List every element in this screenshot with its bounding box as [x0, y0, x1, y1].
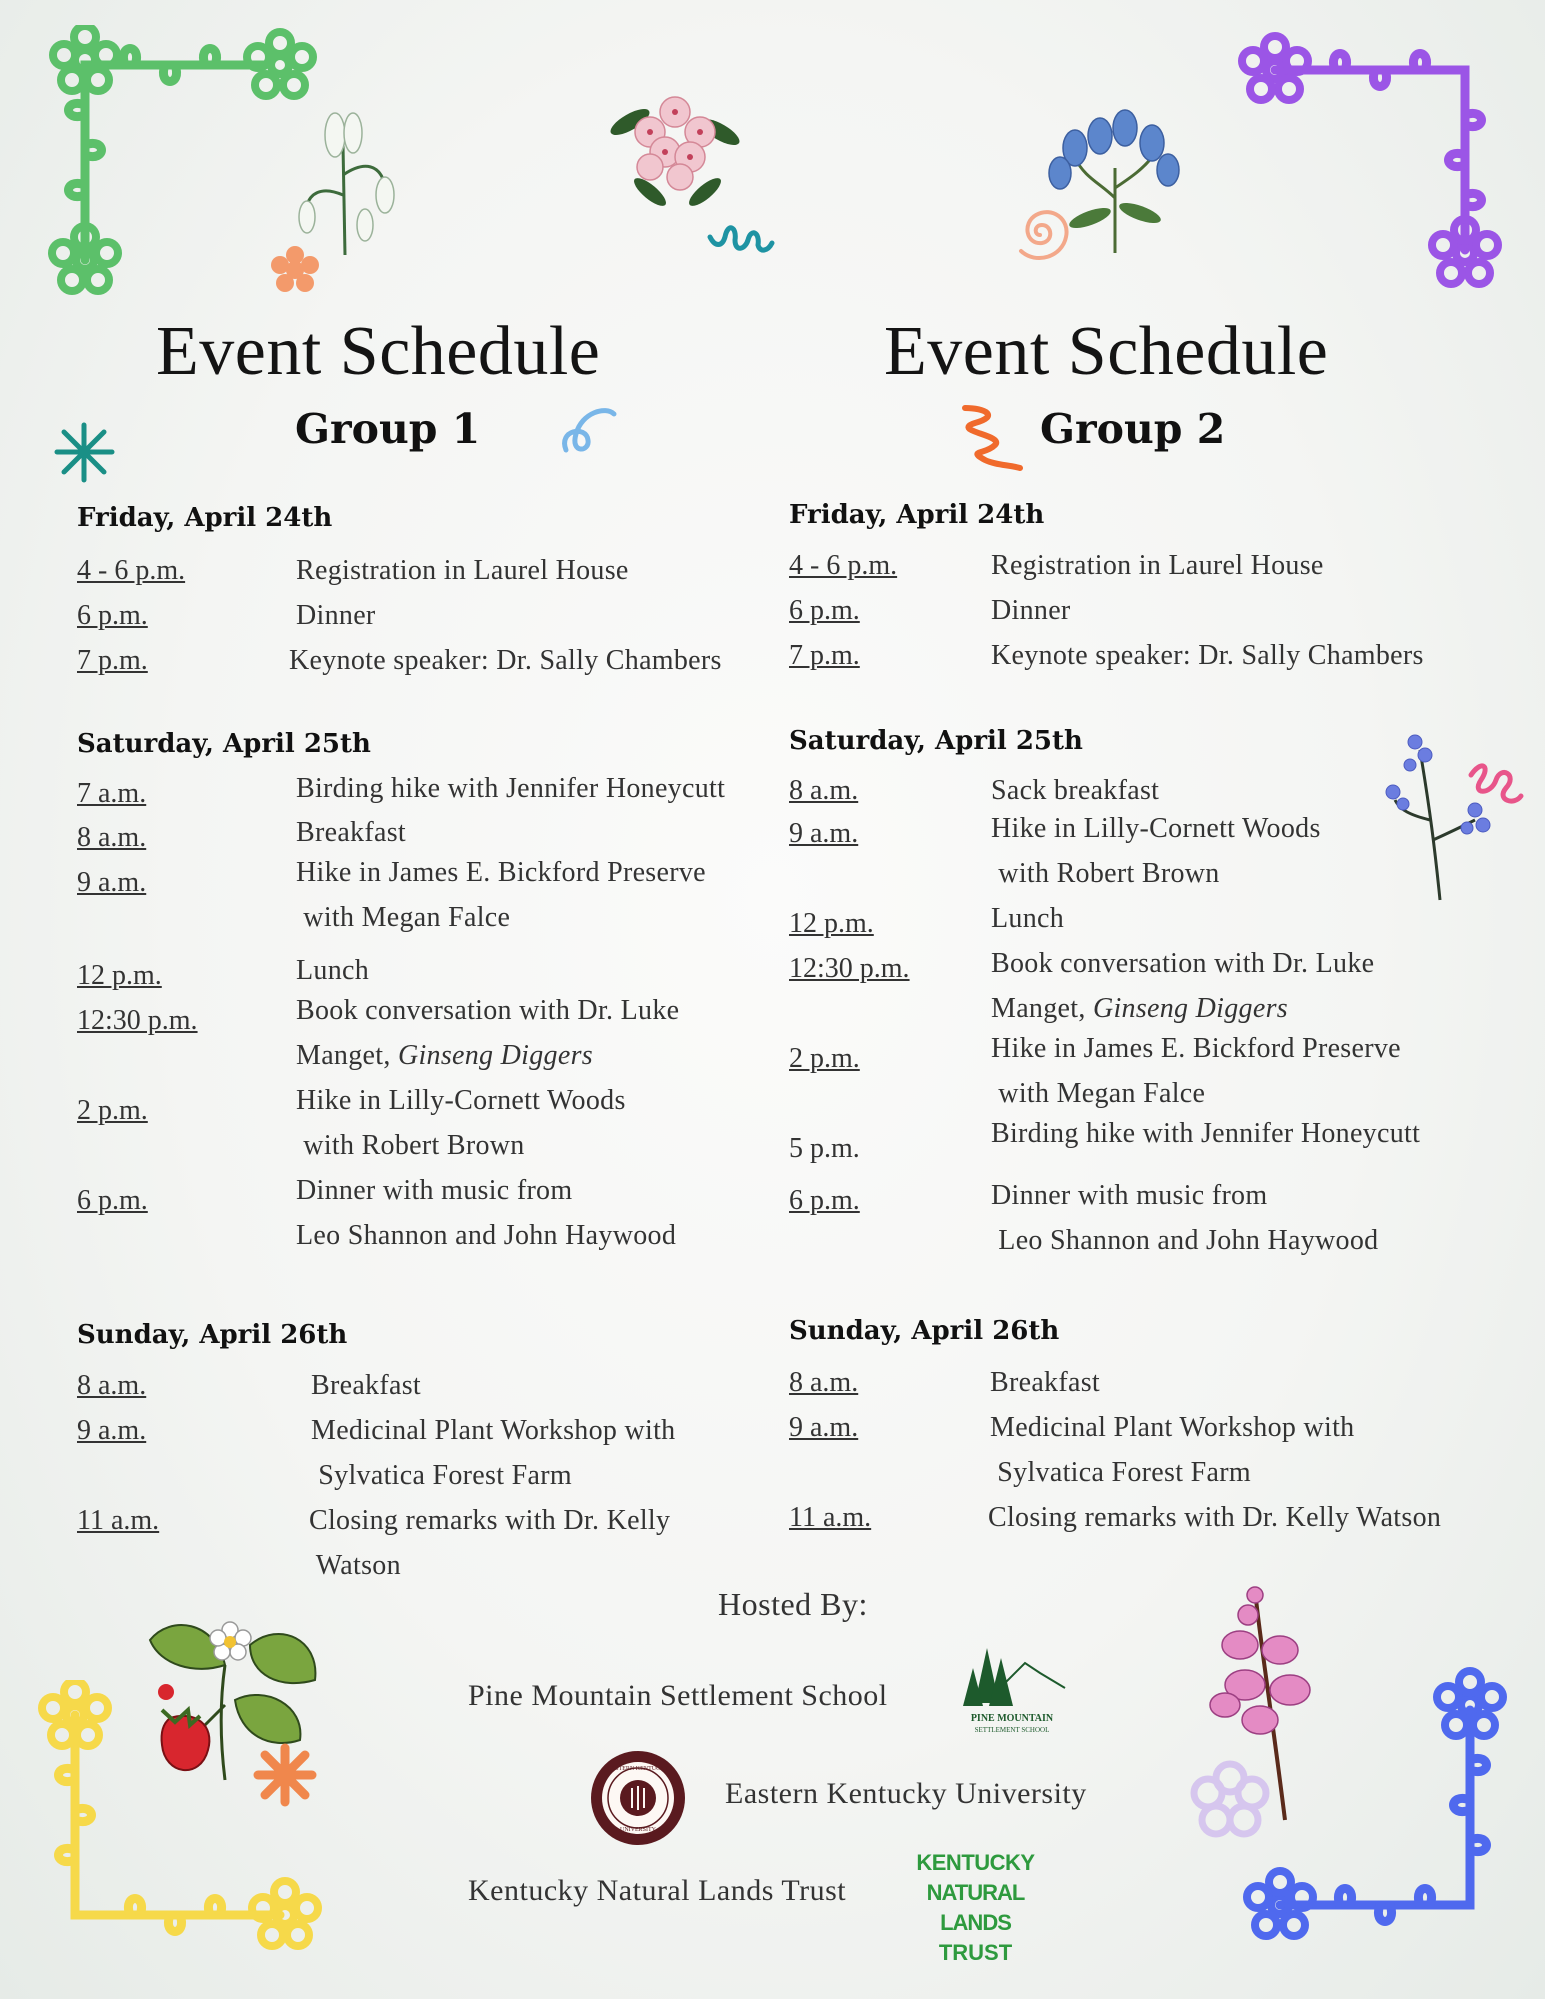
event-description-text: Closing remarks with Dr. Kelly: [309, 1505, 671, 1536]
event-description-text: with Megan Falce: [991, 1078, 1206, 1109]
event-description: [296, 902, 510, 934]
event-description-text: Registration in Laurel House: [296, 555, 629, 586]
event-description: [296, 817, 406, 849]
event-description: [296, 857, 706, 889]
event-description: [311, 1415, 675, 1447]
teal-squiggle-icon: [705, 212, 775, 257]
group-heading: Group 1: [295, 405, 481, 453]
event-description-text: Hike in Lilly-Cornett Woods: [991, 813, 1321, 844]
event-time: 12:30 p.m.: [789, 953, 910, 984]
event-description-text: Keynote speaker: Dr. Sally Chambers: [991, 640, 1424, 671]
event-description: [991, 595, 1071, 627]
klt-logo-line: KENTUCKY: [916, 1850, 1035, 1875]
event-time: 12:30 p.m.: [77, 1005, 198, 1036]
purple-vine-frame-icon: [1235, 25, 1515, 290]
event-description: [990, 1457, 1251, 1489]
eku-seal-logo: [588, 1748, 688, 1848]
event-description-text: Sylvatica Forest Farm: [311, 1460, 572, 1491]
event-time: 4 - 6 p.m.: [789, 550, 898, 581]
schedule-title: Event Schedule: [884, 313, 1329, 390]
pine-mountain-logo-subtext: SETTLEMENT SCHOOL: [974, 1726, 1050, 1734]
event-description: [296, 995, 679, 1027]
yellow-vine-frame-icon: [30, 1680, 330, 1955]
event-description-text: Lunch: [296, 955, 370, 986]
pine-mountain-logo-text: PINE MOUNTAIN: [970, 1713, 1054, 1724]
event-description: [296, 600, 376, 632]
event-description-text: Breakfast: [296, 817, 406, 848]
event-time: 2 p.m.: [789, 1043, 860, 1074]
event-time: 12 p.m.: [77, 960, 162, 991]
event-description-text: Sylvatica Forest Farm: [990, 1457, 1251, 1488]
sponsor-name: Kentucky Natural Lands Trust: [468, 1874, 847, 1907]
event-description: [991, 948, 1374, 980]
sponsor-name: Eastern Kentucky University: [725, 1777, 1087, 1810]
event-description-text: Watson: [309, 1550, 401, 1581]
event-description-text: Registration in Laurel House: [991, 550, 1324, 581]
event-description: [991, 813, 1321, 845]
event-description-text: Birding hike with Jennifer Honeycutt: [991, 1118, 1421, 1149]
event-description-text: Breakfast: [990, 1367, 1100, 1398]
event-description-text: Dinner: [991, 595, 1071, 626]
group-heading: Group 2: [1040, 405, 1226, 453]
event-time: 7 p.m.: [77, 645, 148, 676]
blue-curl-icon: [558, 400, 623, 460]
peach-spiral-icon: [1005, 195, 1075, 270]
event-time: 7 p.m.: [789, 640, 860, 671]
blue-vine-frame-icon: [1240, 1665, 1520, 1950]
event-time: 8 a.m.: [77, 822, 147, 853]
event-time: 5 p.m.: [789, 1133, 860, 1164]
event-time: 6 p.m.: [789, 595, 860, 626]
event-time: 8 a.m.: [789, 1367, 859, 1398]
event-description-text: with Megan Falce: [296, 902, 511, 933]
event-description-text: Breakfast: [311, 1370, 421, 1401]
snowdrop-flower-icon: [285, 105, 415, 255]
sponsor-name: Pine Mountain Settlement School: [468, 1679, 888, 1712]
event-description: [309, 1550, 401, 1582]
event-description-text: Book conversation with Dr. Luke: [991, 948, 1375, 979]
mountain-laurel-flower-icon: [610, 82, 740, 212]
day-heading: Saturday, April 25th: [789, 726, 1083, 756]
event-description: [309, 1505, 670, 1537]
event-description-text: Book conversation with Dr. Luke: [296, 995, 680, 1026]
event-description: [296, 1085, 626, 1117]
event-description-text: Manget,: [991, 993, 1093, 1024]
day-heading: Sunday, April 26th: [77, 1320, 348, 1350]
event-description-text: Dinner with music from: [991, 1180, 1268, 1211]
event-description-text: with Robert Brown: [296, 1130, 525, 1161]
eku-seal-text: EASTERN KENTUCKY: [607, 1766, 669, 1772]
event-description: [991, 1225, 1378, 1257]
event-description: [991, 858, 1220, 890]
orange-flower-icon: [270, 245, 320, 295]
event-description-text: Closing remarks with Dr. Kelly Watson: [988, 1502, 1442, 1533]
pink-squiggle-icon: [1465, 755, 1525, 820]
book-title: Ginseng Diggers: [1092, 993, 1288, 1024]
event-description: [991, 775, 1159, 807]
event-description: [991, 993, 1288, 1025]
event-time: 8 a.m.: [77, 1370, 147, 1401]
event-description: [990, 1412, 1354, 1444]
event-description: [991, 550, 1324, 582]
event-time: 9 a.m.: [77, 867, 147, 898]
book-title: Ginseng Diggers: [397, 1040, 593, 1071]
event-description: [991, 1118, 1420, 1150]
day-heading: Saturday, April 25th: [77, 729, 371, 759]
event-description-text: Hike in Lilly-Cornett Woods: [296, 1085, 626, 1116]
event-description: [296, 1175, 572, 1207]
event-description-text: Medicinal Plant Workshop with: [311, 1415, 676, 1446]
klt-logo-line: TRUST: [938, 1940, 1013, 1965]
event-description: [991, 1078, 1205, 1110]
day-heading: Friday, April 24th: [789, 500, 1045, 530]
day-heading: Sunday, April 26th: [789, 1316, 1060, 1346]
event-description: [311, 1370, 421, 1402]
event-time: 4 - 6 p.m.: [77, 555, 186, 586]
day-heading: Friday, April 24th: [77, 503, 333, 533]
event-description: [296, 955, 369, 987]
event-time: 11 a.m.: [77, 1505, 160, 1536]
klt-logo-line: NATURAL LANDS: [926, 1880, 1025, 1935]
pine-mountain-logo: [955, 1628, 1070, 1738]
event-time: 8 a.m.: [789, 775, 859, 806]
event-description-text: Manget,: [296, 1040, 398, 1071]
event-description-text: Dinner: [296, 600, 376, 631]
event-description-text: Dinner with music from: [296, 1175, 573, 1206]
eku-seal-subtext: UNIVERSITY: [620, 1827, 656, 1833]
event-time: 2 p.m.: [77, 1095, 148, 1126]
event-time: 6 p.m.: [77, 1185, 148, 1216]
event-description: [311, 1460, 572, 1492]
event-description-text: Sack breakfast: [991, 775, 1160, 806]
event-description: [289, 645, 722, 677]
event-description-text: Birding hike with Jennifer Honeycutt: [296, 773, 726, 804]
event-time: 11 a.m.: [789, 1502, 872, 1533]
event-time: 6 p.m.: [789, 1185, 860, 1216]
event-time: 7 a.m.: [77, 778, 147, 809]
event-description: [296, 773, 725, 805]
event-description: [990, 1367, 1100, 1399]
event-time: 12 p.m.: [789, 908, 874, 939]
event-description-text: Hike in James E. Bickford Preserve: [991, 1033, 1401, 1064]
event-time: 9 a.m.: [789, 1412, 859, 1443]
event-description-text: Keynote speaker: Dr. Sally Chambers: [289, 645, 722, 676]
event-description: [991, 640, 1424, 672]
orange-squiggle-icon: [955, 400, 1025, 475]
event-description-text: with Robert Brown: [991, 858, 1220, 889]
event-description-text: Leo Shannon and John Haywood: [991, 1225, 1379, 1256]
event-description: [296, 1220, 676, 1252]
teal-asterisk-icon: [52, 420, 117, 485]
event-time: 9 a.m.: [77, 1415, 147, 1446]
event-description: [991, 903, 1064, 935]
hosted-by-label: Hosted By:: [718, 1586, 868, 1622]
event-description: [296, 1130, 525, 1162]
event-description: [296, 555, 629, 587]
event-description: [988, 1502, 1441, 1534]
schedule-title: Event Schedule: [156, 313, 601, 390]
klt-logo: [893, 1848, 1058, 1965]
event-description-text: Hike in James E. Bickford Preserve: [296, 857, 706, 888]
event-description: [991, 1180, 1267, 1212]
event-time: 9 a.m.: [789, 818, 859, 849]
event-description-text: Leo Shannon and John Haywood: [296, 1220, 677, 1251]
event-description: [991, 1033, 1401, 1065]
event-description: [296, 1040, 593, 1072]
event-time: 6 p.m.: [77, 600, 148, 631]
event-description-text: Lunch: [991, 903, 1065, 934]
event-description-text: Medicinal Plant Workshop with: [990, 1412, 1355, 1443]
